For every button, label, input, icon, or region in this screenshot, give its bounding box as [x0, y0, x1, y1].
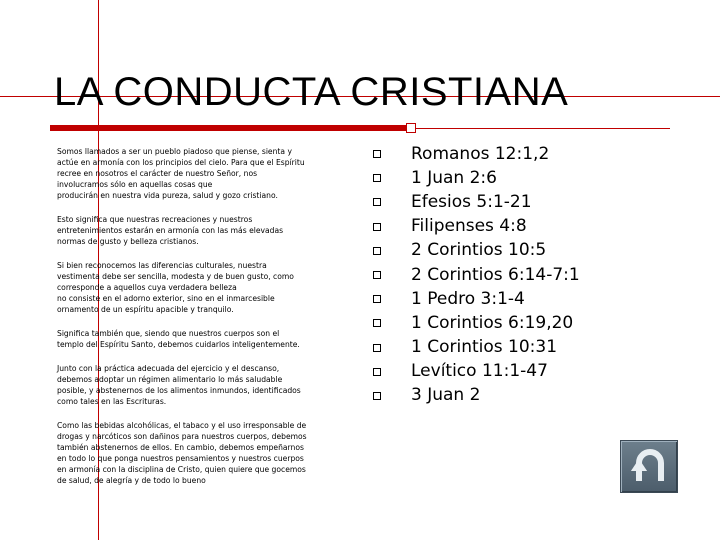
list-item	[370, 190, 700, 214]
paragraph: Somos llamados a ser un pueblo piadoso que piense, sienta y actúe en armonía con los principios del cielo. Para que el Espíritu recree en nosotros el carácter de nuestro Señor, nos involucramos sólo en aquellas cosas que producirán en nuestra vida pureza, salud y gozo cristiano.	[57, 147, 305, 200]
reference-text: Efesios 5:1-21	[411, 191, 532, 212]
list-item	[370, 336, 700, 360]
return-button[interactable]	[620, 440, 678, 493]
paragraph: Significa también que, siendo que nuestros cuerpos son el templo del Espíritu Santo, debemos cuidarlos inteligentemente.	[57, 329, 300, 349]
reference-text: 1 Juan 2:6	[411, 167, 497, 188]
list-item	[370, 263, 700, 287]
list-item	[370, 215, 700, 239]
square-bullet-icon	[373, 150, 381, 158]
list-item	[370, 384, 700, 408]
title-underline-bar	[50, 125, 414, 131]
reference-text: 1 Corintios 10:31	[411, 337, 558, 358]
list-item	[370, 142, 700, 166]
paragraph: Esto significa que nuestras recreaciones y nuestros entretenimientos estarán en armonía con las más elevadas normas de gusto y belleza cristianos.	[57, 215, 284, 246]
references-list	[370, 142, 700, 408]
reference-text: Romanos 12:1,2	[411, 143, 550, 164]
square-bullet-icon	[373, 271, 381, 279]
u-turn-return-icon	[621, 441, 679, 494]
list-item	[370, 166, 700, 190]
reference-text: Filipenses 4:8	[411, 216, 527, 237]
paragraph: Como las bebidas alcohólicas, el tabaco y el uso irresponsable de drogas y narcóticos son dañinos para nuestros cuerpos, debemos también abstenernos de ellos. En cambio, debemos empeñarnos en todo lo que ponga nuestros pensamientos y nuestros cuerpos en armonía con la disciplina de Cristo, quien quiere que gocemos de salud, de alegría y de todo lo bueno	[57, 421, 307, 485]
reference-text: 3 Juan 2	[411, 385, 481, 406]
title-underline-marker	[406, 123, 416, 133]
title-underline-thin-line	[414, 128, 670, 129]
square-bullet-icon	[373, 392, 381, 400]
square-bullet-icon	[373, 198, 381, 206]
paragraph: Si bien reconocemos las diferencias culturales, nuestra vestimenta debe ser sencilla, modesta y de buen gusto, como corresponde a aquellos cuya verdadera belleza no consiste en el adorno exterior, sino en el inmarcesible ornamento de un espíritu apacible y tranquilo.	[57, 261, 294, 314]
list-item	[370, 287, 700, 311]
square-bullet-icon	[373, 368, 381, 376]
square-bullet-icon	[373, 295, 381, 303]
reference-text: 1 Corintios 6:19,20	[411, 312, 574, 333]
list-item	[370, 239, 700, 263]
reference-text: 1 Pedro 3:1-4	[411, 288, 525, 309]
list-item	[370, 311, 700, 335]
square-bullet-icon	[373, 247, 381, 255]
square-bullet-icon	[373, 223, 381, 231]
paragraph: Junto con la práctica adecuada del ejercicio y el descanso, debemos adoptar un régimen alimentario lo más saludable posible, y abstenernos de los alimentos inmundos, identificados como tales en las Escrituras.	[57, 364, 301, 406]
square-bullet-icon	[373, 344, 381, 352]
slide-title: LA CONDUCTA CRISTIANA	[54, 70, 569, 114]
square-bullet-icon	[373, 319, 381, 327]
square-bullet-icon	[373, 174, 381, 182]
body-text-column	[57, 146, 355, 499]
list-item	[370, 360, 700, 384]
reference-text: 2 Corintios 10:5	[411, 240, 547, 261]
reference-text: Levítico 11:1-47	[411, 361, 548, 382]
reference-text: 2 Corintios 6:14-7:1	[411, 264, 580, 285]
